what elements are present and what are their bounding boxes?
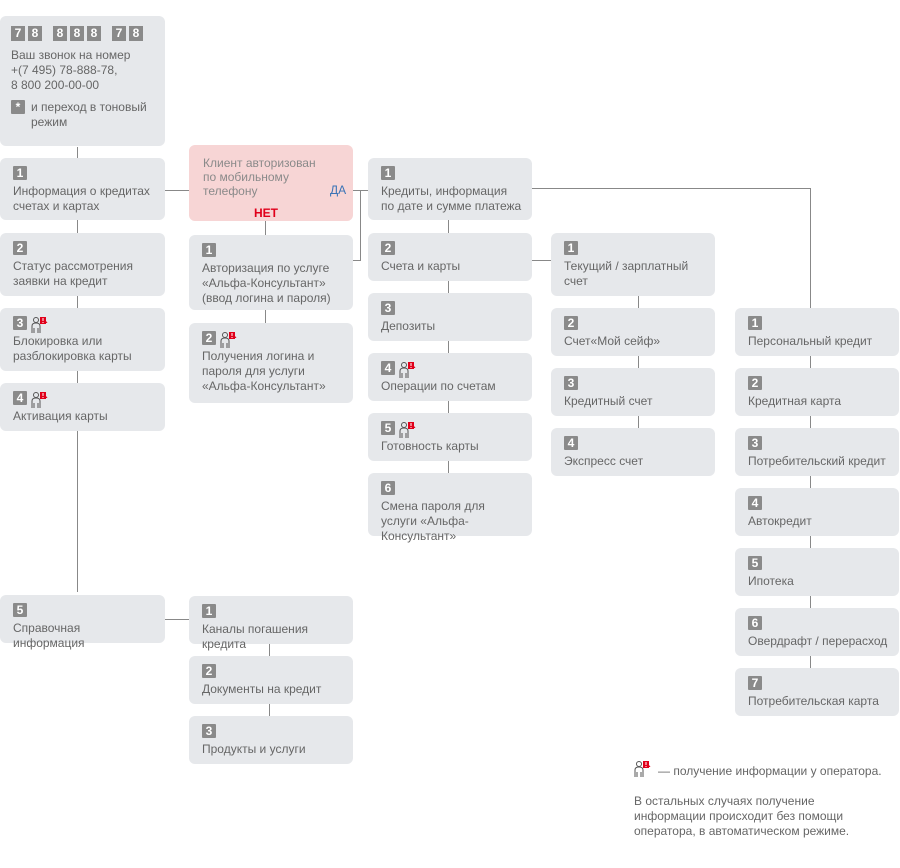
auth-check-text: Клиент авторизован по мобильному телефону bbox=[203, 156, 316, 198]
main-menu-item-1[interactable] bbox=[0, 158, 165, 220]
phone-number-1: +(7 495) 78-888-78, bbox=[11, 63, 118, 77]
phone-digit: 8 bbox=[87, 26, 101, 41]
phone-digit: 7 bbox=[11, 26, 25, 41]
auth-menu-item-2[interactable] bbox=[189, 323, 353, 403]
reference-menu-item-1[interactable] bbox=[189, 596, 353, 651]
menu-item-label: Потребительский кредит bbox=[748, 454, 886, 468]
menu-item-label: Потребительская карта bbox=[748, 694, 879, 708]
info-menu-item-2[interactable] bbox=[368, 233, 532, 281]
menu-number-badge: 1 bbox=[564, 241, 578, 255]
auth-no-label: НЕТ bbox=[254, 206, 278, 220]
menu-item-label: Кредитная карта bbox=[748, 394, 842, 408]
info-menu-item-3[interactable] bbox=[368, 293, 532, 341]
menu-number-badge: 4 bbox=[13, 391, 27, 405]
menu-item-label: Счет«Мой сейф» bbox=[564, 334, 660, 348]
menu-number-badge: 4 bbox=[564, 436, 578, 450]
call-text: Ваш звонок на номер bbox=[11, 48, 131, 62]
menu-number-badge: 1 bbox=[13, 166, 27, 180]
menu-item-label: Депозиты bbox=[381, 319, 436, 333]
menu-number-badge: 5 bbox=[381, 421, 395, 435]
menu-number-badge: 2 bbox=[202, 331, 216, 345]
operator-icon bbox=[634, 760, 654, 782]
credits-menu-item-1[interactable] bbox=[735, 308, 899, 356]
menu-number-badge: 3 bbox=[13, 316, 27, 330]
auth-yes-label: ДА bbox=[330, 183, 347, 197]
menu-item-label: Получения логина и пароля для услуги «Альфа-Консультант» bbox=[202, 349, 326, 393]
menu-item-label: Смена пароля для услуги «Альфа-Консультант» bbox=[381, 499, 485, 543]
reference-menu-item-2[interactable] bbox=[189, 656, 353, 704]
menu-item-label: Продукты и услуги bbox=[202, 742, 306, 756]
menu-item-label: Блокировка или разблокировка карты bbox=[13, 334, 132, 363]
menu-number-badge: 2 bbox=[13, 241, 27, 255]
menu-item-label: Готовность карты bbox=[381, 439, 479, 453]
main-menu-item-4[interactable] bbox=[0, 383, 165, 431]
menu-number-badge: 3 bbox=[202, 724, 216, 738]
menu-item-label: Счета и карты bbox=[381, 259, 461, 273]
menu-item-label: Экспресс счет bbox=[564, 454, 644, 468]
menu-number-badge: 1 bbox=[202, 243, 216, 257]
menu-number-badge: 7 bbox=[748, 676, 762, 690]
menu-number-badge: 6 bbox=[381, 481, 395, 495]
menu-number-badge: 2 bbox=[381, 241, 395, 255]
menu-item-label: Операции по счетам bbox=[381, 379, 496, 393]
credits-menu-item-4[interactable] bbox=[735, 488, 899, 536]
menu-number-badge: 3 bbox=[748, 436, 762, 450]
menu-number-badge: 5 bbox=[748, 556, 762, 570]
phone-number-2: 8 800 200-00-00 bbox=[11, 78, 100, 92]
credits-menu-item-5[interactable] bbox=[735, 548, 899, 596]
menu-item-label: Документы на кредит bbox=[202, 682, 322, 696]
main-menu-item-3[interactable] bbox=[0, 308, 165, 371]
menu-item-label: Кредиты, информация по дате и сумме платежа bbox=[381, 184, 522, 213]
menu-number-badge: 3 bbox=[381, 301, 395, 315]
menu-number-badge: 2 bbox=[202, 664, 216, 678]
menu-number-badge: 2 bbox=[748, 376, 762, 390]
phone-digit: 8 bbox=[129, 26, 143, 41]
phone-digit: 8 bbox=[28, 26, 42, 41]
menu-item-label: Кредитный счет bbox=[564, 394, 653, 408]
credits-menu-item-6[interactable] bbox=[735, 608, 899, 656]
info-menu-item-5[interactable] bbox=[368, 413, 532, 461]
reference-menu-item-3[interactable] bbox=[189, 716, 353, 764]
menu-item-label: Информация о кредитах счетах и картах bbox=[13, 184, 150, 213]
info-menu-item-1[interactable] bbox=[368, 158, 532, 220]
menu-item-label: Автокредит bbox=[748, 514, 812, 528]
accounts-menu-item-2[interactable] bbox=[551, 308, 715, 356]
menu-number-badge: 1 bbox=[748, 316, 762, 330]
menu-item-label: Персональный кредит bbox=[748, 334, 873, 348]
menu-item-label: Авторизация по услуге «Альфа-Консультант» (ввод логина и пароля) bbox=[202, 261, 331, 305]
legend bbox=[634, 760, 884, 839]
legend-note: В остальных случаях получение информации происходит без помощи оператора, в автоматическом режиме. bbox=[634, 794, 850, 838]
menu-number-badge: 3 bbox=[564, 376, 578, 390]
menu-number-badge: 6 bbox=[748, 616, 762, 630]
auth-menu-item-1[interactable] bbox=[189, 235, 353, 310]
menu-item-label: Овердрафт / перерасход bbox=[748, 634, 888, 648]
menu-item-label: Ипотека bbox=[748, 574, 794, 588]
menu-item-label: Статус рассмотрения заявки на кредит bbox=[13, 259, 133, 288]
main-menu-item-5[interactable] bbox=[0, 595, 165, 650]
menu-item-label: Каналы погашения кредита bbox=[202, 622, 309, 651]
star-key-icon: * bbox=[11, 100, 25, 114]
phone-digit: 8 bbox=[53, 26, 67, 41]
accounts-menu-item-4[interactable] bbox=[551, 428, 715, 476]
phone-header bbox=[0, 16, 165, 146]
credits-menu-item-3[interactable] bbox=[735, 428, 899, 476]
menu-item-label: Текущий / зарплатный счет bbox=[564, 259, 689, 288]
legend-operator-text: — получение информации у оператора. bbox=[658, 763, 882, 778]
menu-item-label: Активация карты bbox=[13, 409, 108, 423]
menu-item-label: Справочная информация bbox=[13, 621, 85, 650]
phone-digits bbox=[11, 26, 154, 43]
menu-number-badge: 4 bbox=[748, 496, 762, 510]
phone-digit: 7 bbox=[112, 26, 126, 41]
menu-number-badge: 4 bbox=[381, 361, 395, 375]
phone-digit: 8 bbox=[70, 26, 84, 41]
menu-number-badge: 1 bbox=[381, 166, 395, 180]
accounts-menu-item-3[interactable] bbox=[551, 368, 715, 416]
info-menu-item-6[interactable] bbox=[368, 473, 532, 543]
menu-number-badge: 5 bbox=[13, 603, 27, 617]
credits-menu-item-2[interactable] bbox=[735, 368, 899, 416]
main-menu-item-2[interactable] bbox=[0, 233, 165, 296]
credits-menu-item-7[interactable] bbox=[735, 668, 899, 716]
tone-text: и переход в тоновый режим bbox=[31, 100, 147, 129]
menu-number-badge: 2 bbox=[564, 316, 578, 330]
menu-number-badge: 1 bbox=[202, 604, 216, 618]
info-menu-item-4[interactable] bbox=[368, 353, 532, 401]
accounts-menu-item-1[interactable] bbox=[551, 233, 715, 296]
